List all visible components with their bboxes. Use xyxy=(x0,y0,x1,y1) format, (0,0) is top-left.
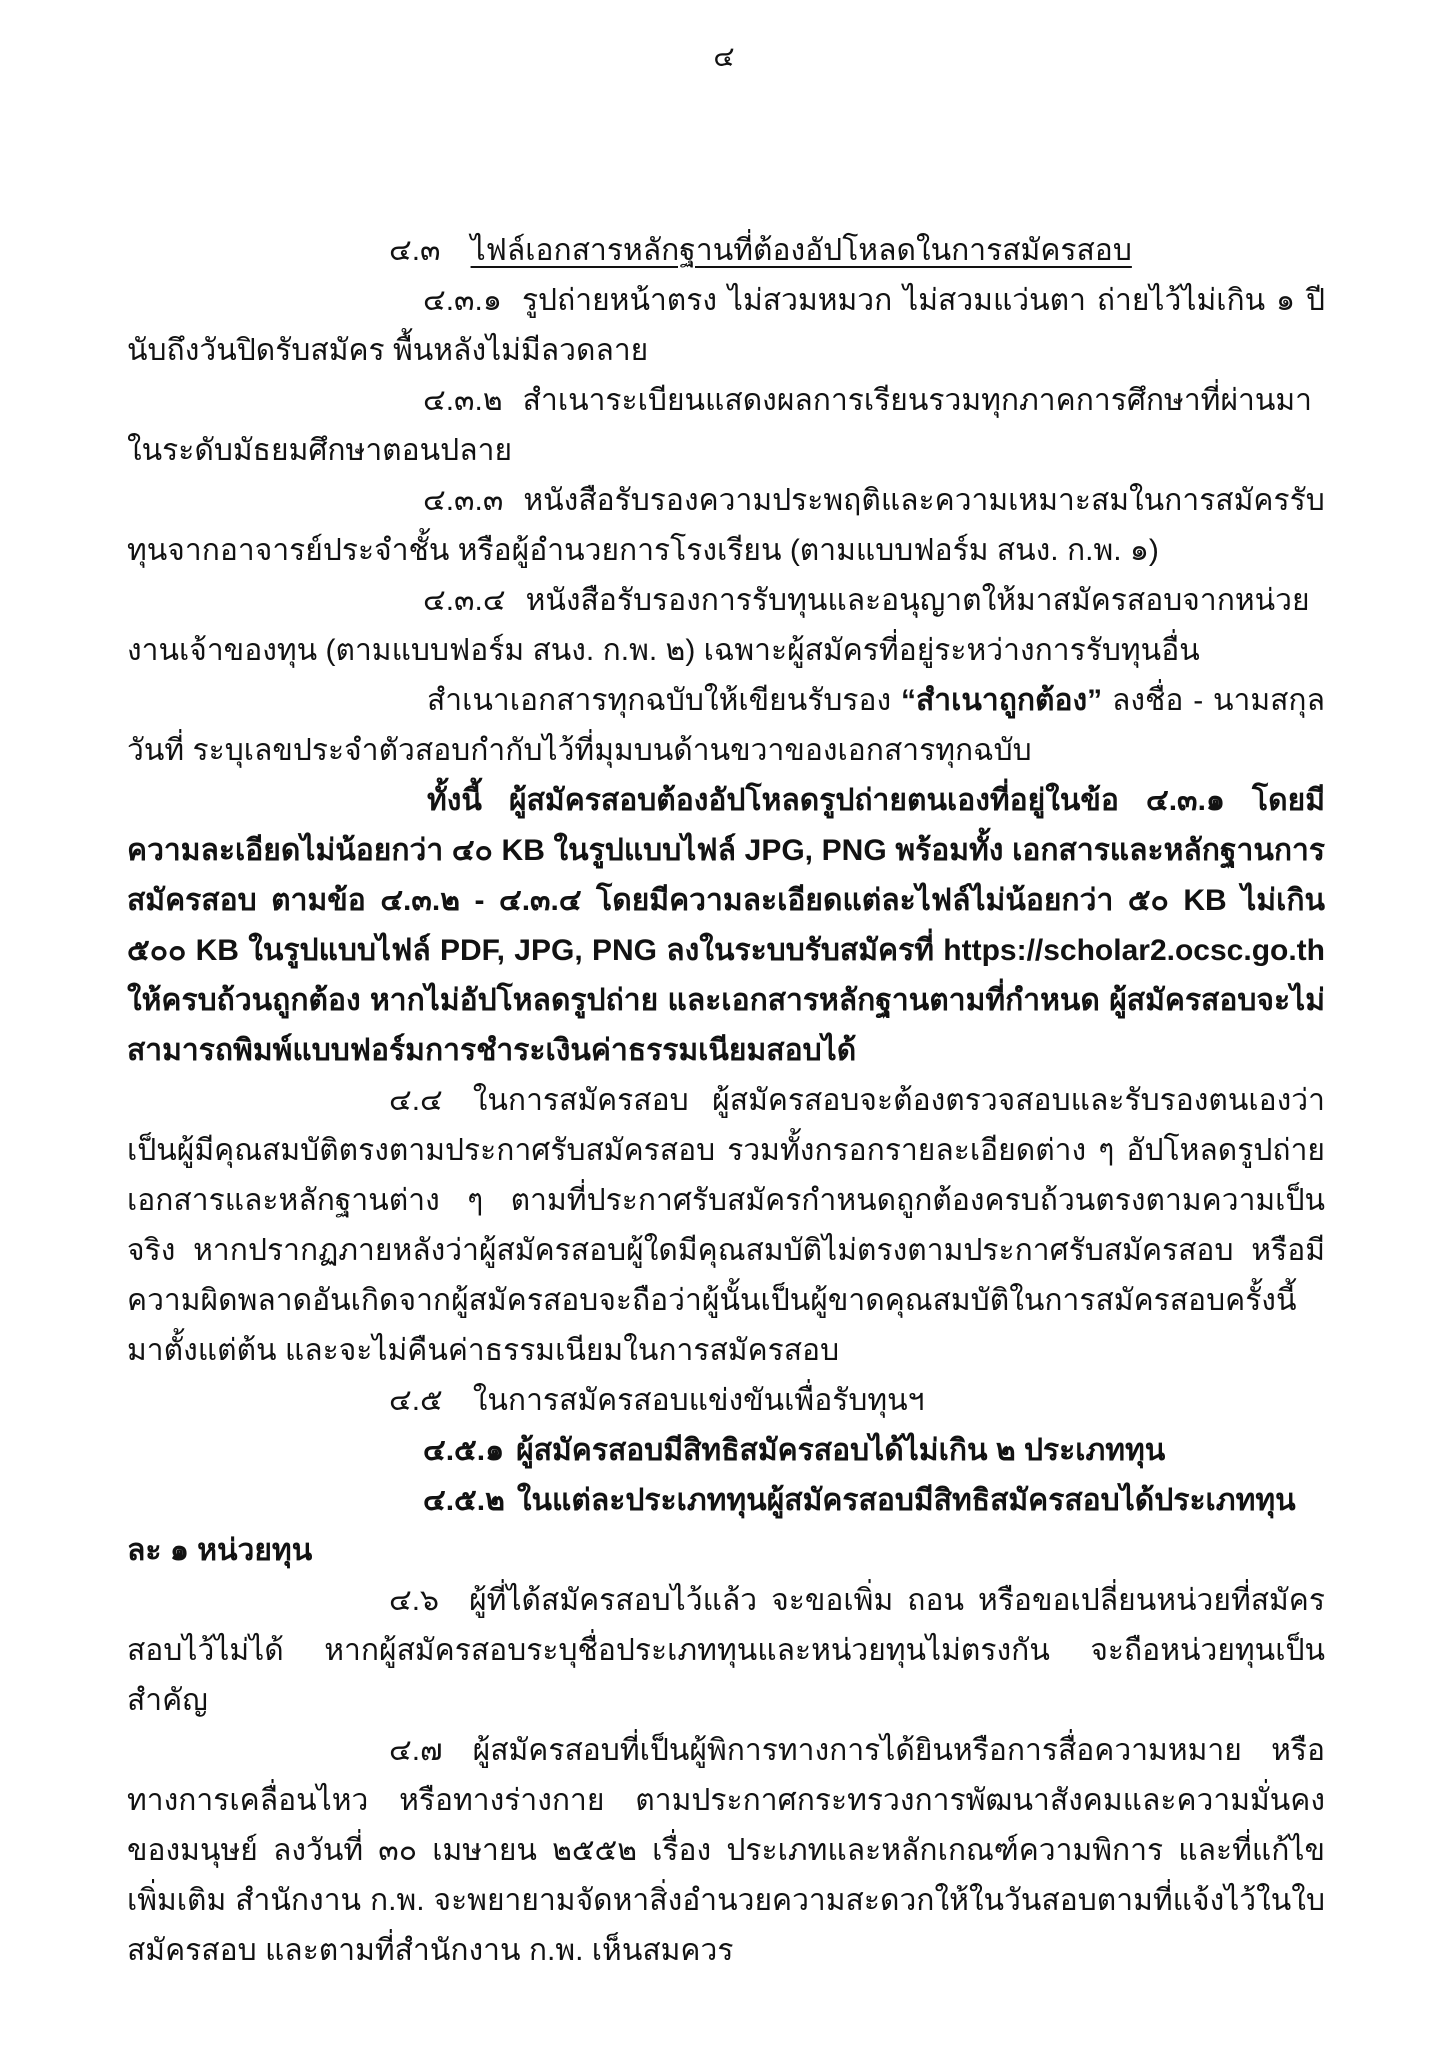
paragraph-certified-copy xyxy=(127,676,1325,776)
item-text: ในการสมัครสอบ ผู้สมัครสอบจะต้องตรวจสอบและรับรองตนเองว่าเป็นผู้มีคุณสมบัติตรงตามประกาศรับสมัครสอบ รวมทั้งกรอกรายละเอียดต่าง ๆ อัปโหลดรูปถ่าย เอกสารและหลักฐานต่าง ๆ ตามที่ประกาศรับสมัครกำหนดถูกต้องครบถ้วนตรงตามความเป็นจริง หากปรากฏภายหลังว่าผู้สมัครสอบผู้ใดมีคุณสมบัติไม่ตรงตามประกาศรับสมัครสอบ หรือมีความผิดพลาดอันเกิดจากผู้สมัครสอบจะถือว่าผู้นั้นเป็นผู้ขาดคุณสมบัติในการสมัครสอบครั้งนี้มาตั้งแต่ต้น และจะไม่คืนค่าธรรมเนียมในการสมัครสอบ xyxy=(127,1084,1325,1367)
item-number: ๔.๔ xyxy=(389,1084,443,1117)
item-number: ๔.๓.๔ xyxy=(423,584,506,617)
item-text: หนังสือรับรองการรับทุนและอนุญาตให้มาสมัครสอบจากหน่วยงานเจ้าของทุน (ตามแบบฟอร์ม สนง. ก.พ. ๒) เฉพาะผู้สมัครที่อยู่ระหว่างการรับทุนอื่น xyxy=(127,584,1310,667)
item-text: ผู้สมัครสอบมีสิทธิสมัครสอบได้ไม่เกิน ๒ ประเภททุน xyxy=(516,1434,1166,1467)
paragraph-4-7 xyxy=(127,1726,1325,1976)
item-text: ในการสมัครสอบแข่งขันเพื่อรับทุนฯ xyxy=(472,1384,925,1417)
item-number: ๔.๖ xyxy=(389,1584,440,1617)
section-heading-4-3 xyxy=(127,226,1325,276)
item-number: ๔.๕.๑ xyxy=(423,1434,505,1467)
paragraph-4-5 xyxy=(127,1376,1325,1426)
item-text: ผู้สมัครสอบที่เป็นผู้พิการทางการได้ยินหรือการสื่อความหมาย หรือทางการเคลื่อนไหว หรือทางร่างกาย ตามประกาศกระทรวงการพัฒนาสังคมและความมั่นคงของมนุษย์ ลงวันที่ ๓๐ เมษายน ๒๕๕๒ เรื่อง ประเภทและหลักเกณฑ์ความพิการ และที่แก้ไขเพิ่มเติม สำนักงาน ก.พ. จะพยายามจัดหาสิ่งอำนวยความสะดวกให้ในวันสอบตามที่แจ้งไว้ในใบสมัครสอบ และตามที่สำนักงาน ก.พ. เห็นสมควร xyxy=(127,1734,1325,1967)
paragraph-4-3-3 xyxy=(127,476,1325,576)
paragraph-4-3-1 xyxy=(127,276,1325,376)
item-number: ๔.๓.๑ xyxy=(423,284,502,317)
certified-copy-bold-phrase: “สำเนาถูกต้อง” xyxy=(900,684,1103,717)
upload-requirements-text: ทั้งนี้ ผู้สมัครสอบต้องอัปโหลดรูปถ่ายตนเองที่อยู่ในข้อ ๔.๓.๑ โดยมีความละเอียดไม่น้อยกว่า ๔๐ KB ในรูปแบบไฟล์ JPG, PNG พร้อมทั้ง เอกสารและหลักฐานการสมัครสอบ ตามข้อ ๔.๓.๒ - ๔.๓.๔ โดยมีความละเอียดแต่ละไฟล์ไม่น้อยกว่า ๕๐ KB ไม่เกิน ๕๐๐ KB ในรูปแบบไฟล์ PDF, JPG, PNG ลงในระบบรับสมัครที่ https://scholar2.ocsc.go.th ให้ครบถ้วนถูกต้อง หากไม่อัปโหลดรูปถ่าย และเอกสารหลักฐานตามที่กำหนด ผู้สมัครสอบจะไม่สามารถพิมพ์แบบฟอร์มการชำระเงินค่าธรรมเนียมสอบได้ xyxy=(127,784,1325,1067)
paragraph-4-3-4 xyxy=(127,576,1325,676)
page-number: ๔ xyxy=(713,41,735,72)
document-body xyxy=(127,226,1325,1976)
item-text: ผู้ที่ได้สมัครสอบไว้แล้ว จะขอเพิ่ม ถอน หรือขอเปลี่ยนหน่วยที่สมัครสอบไว้ไม่ได้ หากผู้สมัครสอบระบุชื่อประเภททุนและหน่วยทุนไม่ตรงกัน จะถือหน่วยทุนเป็นสำคัญ xyxy=(127,1584,1325,1717)
item-number: ๔.๕.๒ xyxy=(423,1484,505,1517)
paragraph-4-5-2 xyxy=(127,1476,1325,1576)
certified-copy-text-pre: สำเนาเอกสารทุกฉบับให้เขียนรับรอง xyxy=(427,684,901,717)
paragraph-4-5-1 xyxy=(127,1426,1325,1476)
section-heading-number: ๔.๓ xyxy=(389,234,441,267)
paragraph-4-4 xyxy=(127,1076,1325,1376)
item-text: สำเนาระเบียนแสดงผลการเรียนรวมทุกภาคการศึกษาที่ผ่านมาในระดับมัธยมศึกษาตอนปลาย xyxy=(127,384,1313,467)
item-text: ในแต่ละประเภททุนผู้สมัครสอบมีสิทธิสมัครสอบได้ประเภททุนละ ๑ หน่วยทุน xyxy=(127,1484,1296,1567)
item-number: ๔.๓.๒ xyxy=(423,384,503,417)
certified-copy-text-post: ลงชื่อ - นามสกุล วันที่ ระบุเลขประจำตัวสอบกำกับไว้ที่มุมบนด้านขวาของเอกสารทุกฉบับ xyxy=(127,684,1325,767)
item-number: ๔.๗ xyxy=(389,1734,443,1767)
item-number: ๔.๕ xyxy=(389,1384,443,1417)
paragraph-4-3-2 xyxy=(127,376,1325,476)
item-text: รูปถ่ายหน้าตรง ไม่สวมหมวก ไม่สวมแว่นตา ถ่ายไว้ไม่เกิน ๑ ปีนับถึงวันปิดรับสมัคร พื้นหลังไม่มีลวดลาย xyxy=(127,284,1325,367)
item-number: ๔.๓.๓ xyxy=(423,484,504,517)
paragraph-upload-requirements xyxy=(127,776,1325,1076)
item-text: หนังสือรับรองความประพฤติและความเหมาะสมในการสมัครรับทุนจากอาจารย์ประจำชั้น หรือผู้อำนวยการโรงเรียน (ตามแบบฟอร์ม สนง. ก.พ. ๑) xyxy=(127,484,1325,567)
section-heading-title: ไฟล์เอกสารหลักฐานที่ต้องอัปโหลดในการสมัครสอบ xyxy=(470,234,1132,267)
paragraph-4-6 xyxy=(127,1576,1325,1726)
